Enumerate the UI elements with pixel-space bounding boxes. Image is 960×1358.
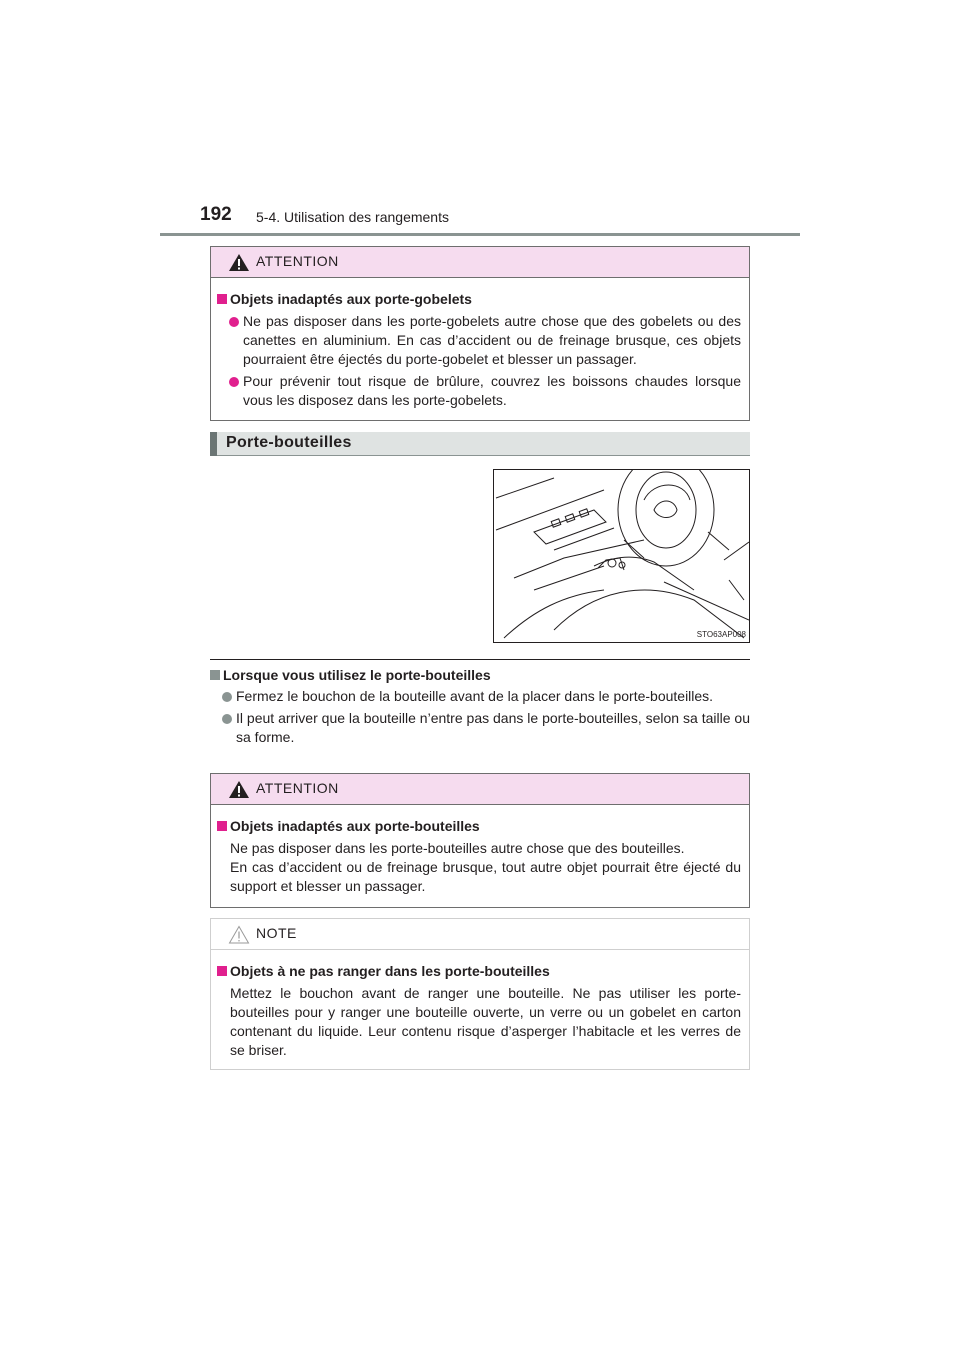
car-interior-drawing xyxy=(494,470,749,642)
attention-body xyxy=(211,278,749,423)
attention-heading: Objets inadaptés aux porte-gobelets xyxy=(217,290,741,309)
note-box xyxy=(210,918,750,1070)
round-bullet-icon xyxy=(222,714,232,724)
square-bullet-icon xyxy=(217,966,227,976)
attention-title: ATTENTION xyxy=(256,780,339,796)
round-bullet-icon xyxy=(229,377,239,387)
warning-icon xyxy=(228,253,250,272)
section-heading-bar xyxy=(210,432,750,456)
square-bullet-icon xyxy=(217,294,227,304)
note-title: NOTE xyxy=(256,925,297,941)
attention-bullet: Ne pas disposer dans les porte-gobelets autre chose que des gobelets ou des canettes en aluminium. En cas d’accident ou de freinage brusque, ces objets pourraient être éjectés du porte-gobelet et blesser un passager. xyxy=(217,312,741,369)
round-bullet-icon xyxy=(229,317,239,327)
attention-title: ATTENTION xyxy=(256,253,339,269)
header-rule xyxy=(160,233,800,236)
square-bullet-icon xyxy=(217,821,227,831)
square-bullet-icon xyxy=(210,670,220,680)
running-head: 5-4. Utilisation des rangements xyxy=(256,209,449,225)
separator-rule xyxy=(210,659,750,660)
section-accent xyxy=(210,432,217,456)
usage-section xyxy=(210,666,750,750)
usage-bullet: Il peut arriver que la bouteille n’entre pas dans le porte-bouteilles, selon sa taille ou sa forme. xyxy=(210,709,750,747)
note-text: Mettez le bouchon avant de ranger une bouteille. Ne pas utiliser les porte-bouteilles pour y ranger une bouteille ouverte, un verre ou un gobelet en carton contenant du liquide. Leur contenu risque d’asperger l’habitacle et les verres de se briser. xyxy=(230,985,741,1058)
warning-icon xyxy=(228,780,250,799)
page-number: 192 xyxy=(200,204,232,225)
usage-bullet: Fermez le bouchon de la bouteille avant de la placer dans le porte-bouteilles. xyxy=(210,687,750,706)
note-header xyxy=(211,919,749,950)
figure-code: STO63AP008 xyxy=(696,630,746,639)
attention-header xyxy=(211,774,749,805)
caution-outline-icon xyxy=(228,925,250,944)
illustration-bottle-holder xyxy=(493,469,750,643)
round-bullet-icon xyxy=(222,692,232,702)
attention-body xyxy=(211,805,749,906)
section-title: Porte-bouteilles xyxy=(226,434,352,451)
attention-text: Ne pas disposer dans les porte-bouteilles autre chose que des bouteilles. En cas d’accident ou de freinage brusque, tout autre objet pourrait être éjecté du support et blesser un passager. xyxy=(230,840,741,894)
usage-heading: Lorsque vous utilisez le porte-bouteilles xyxy=(210,666,750,685)
attention-box-cup-holders xyxy=(210,246,750,421)
note-body xyxy=(211,950,749,1070)
note-heading: Objets à ne pas ranger dans les porte-bouteilles xyxy=(217,962,741,981)
attention-box-bottle-holders xyxy=(210,773,750,908)
attention-bullet: Pour prévenir tout risque de brûlure, couvrez les boissons chaudes lorsque vous les disposez dans les porte-gobelets. xyxy=(217,372,741,410)
attention-header xyxy=(211,247,749,278)
attention-heading: Objets inadaptés aux porte-bouteilles xyxy=(217,817,741,836)
